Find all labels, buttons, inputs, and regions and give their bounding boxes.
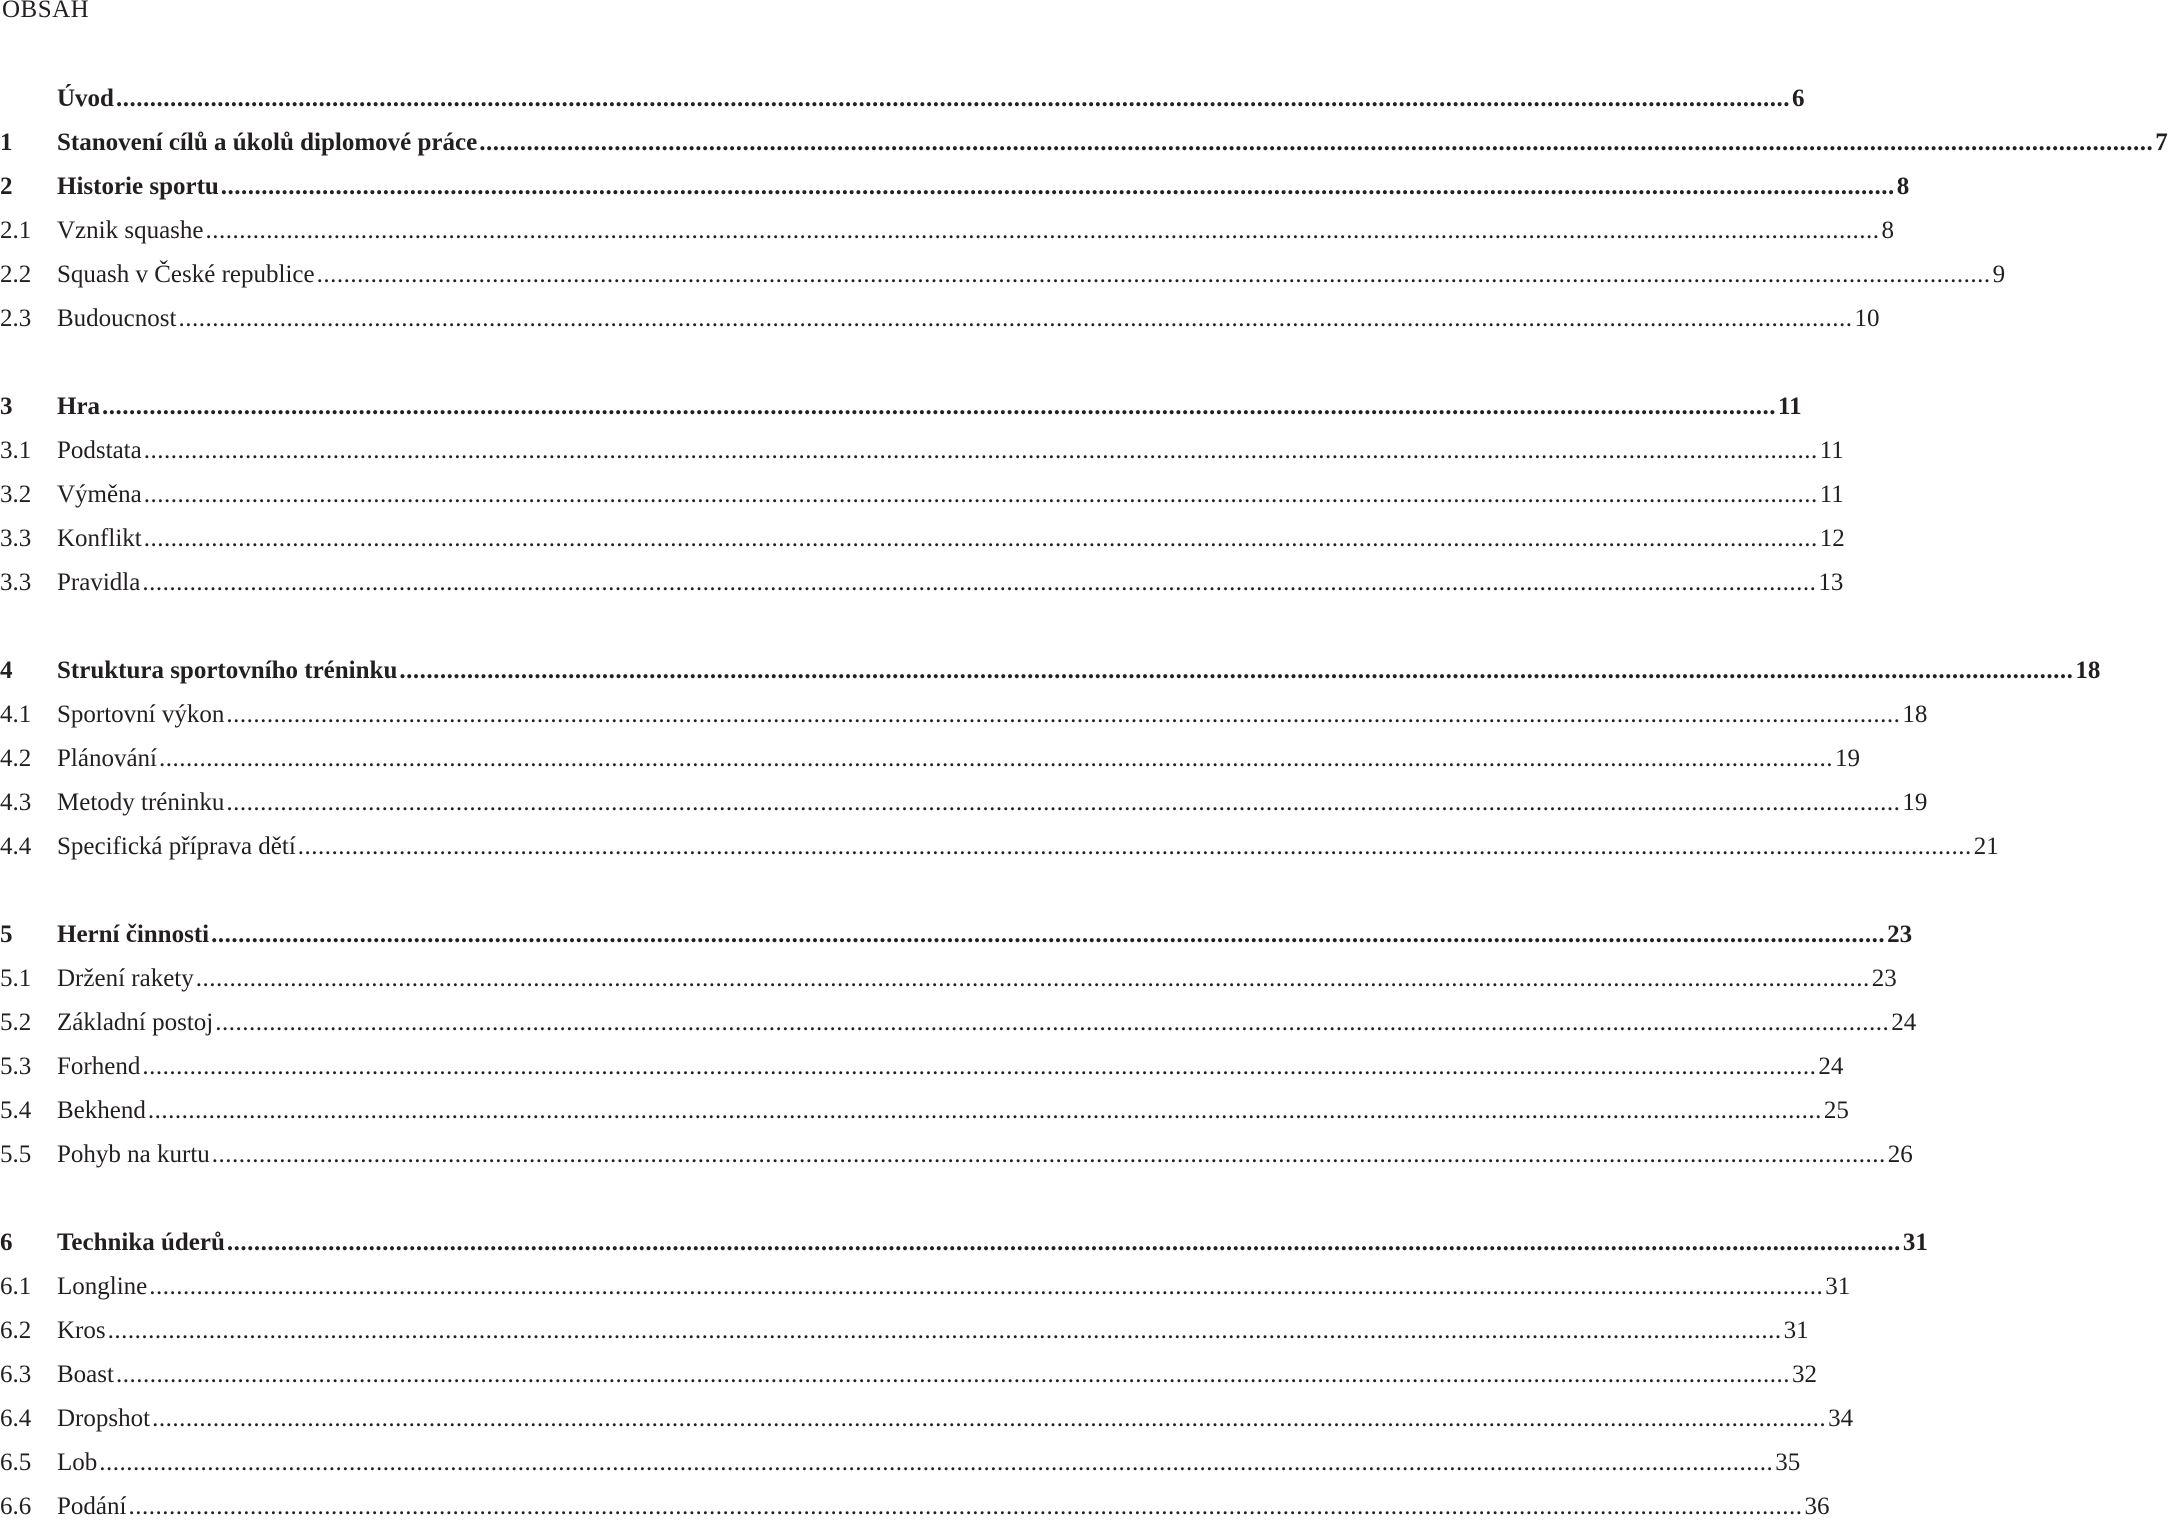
toc-entry[interactable] xyxy=(0,561,1844,605)
toc-entry-number: 1 xyxy=(0,129,13,156)
toc-entry-number: 3.3 xyxy=(0,525,32,552)
toc-entry-number: 5.4 xyxy=(0,1097,32,1124)
toc-dot-leader xyxy=(196,957,1870,1001)
toc-entry-title: Bekhend xyxy=(57,1097,146,1124)
toc-entry-page: 24 xyxy=(1818,1053,1844,1080)
toc-entry[interactable] xyxy=(0,693,1928,737)
toc-entry-title: Kros xyxy=(57,1317,106,1344)
toc-dot-leader xyxy=(226,781,1900,825)
toc-entry-page: 10 xyxy=(1854,305,1880,332)
toc-entry-page: 23 xyxy=(1887,921,1913,948)
toc-entry-number: 3.1 xyxy=(0,437,32,464)
toc-dot-leader xyxy=(144,517,1818,561)
toc-entry-title: Podání xyxy=(57,1493,127,1520)
toc-entry-title: Základní postoj xyxy=(57,1009,214,1036)
toc-entry-title: Konflikt xyxy=(57,525,142,552)
toc-entry[interactable] xyxy=(0,913,1913,957)
toc-entry-page: 25 xyxy=(1823,1097,1849,1124)
toc-entry-number: 5.5 xyxy=(0,1141,32,1168)
toc-entry-title: Metody tréninku xyxy=(57,789,225,816)
toc-dot-leader xyxy=(215,1001,1889,1045)
toc-entry-page: 11 xyxy=(1819,481,1844,508)
toc-entry-title: Squash v České republice xyxy=(57,261,315,288)
toc-entry-title: Specifická příprava dětí xyxy=(57,833,296,860)
toc-entry[interactable] xyxy=(0,1441,1801,1485)
toc-entry-number: 5 xyxy=(0,921,13,948)
toc-entry-number: 6.1 xyxy=(0,1273,32,1300)
toc-entry-title: Historie sportu xyxy=(57,173,219,200)
toc-dot-leader xyxy=(212,1133,1886,1177)
toc-entry[interactable] xyxy=(0,1001,1917,1045)
toc-entry-number: 3 xyxy=(0,393,13,420)
toc-entry-page: 32 xyxy=(1791,1361,1817,1388)
toc-entry-page: 18 xyxy=(1902,701,1928,728)
toc-entry[interactable] xyxy=(0,1221,1928,1265)
page-title: OBSAH xyxy=(2,0,90,23)
toc-entry-number: 4 xyxy=(0,657,13,684)
toc-entry[interactable] xyxy=(0,1265,1851,1309)
toc-entry-title: Pravidla xyxy=(57,569,141,596)
toc-dot-leader xyxy=(317,253,1991,297)
toc-dot-leader xyxy=(142,1045,1816,1089)
toc-entry-page: 31 xyxy=(1902,1229,1928,1256)
toc-entry-page: 11 xyxy=(1778,393,1802,420)
toc-entry-number: 6.4 xyxy=(0,1405,32,1432)
toc-dot-leader xyxy=(479,121,2153,165)
toc-entry-number: 6.6 xyxy=(0,1493,32,1520)
toc-dot-leader xyxy=(227,1221,1901,1265)
toc-entry-page: 6 xyxy=(1791,85,1805,112)
toc-entry-number: 2.2 xyxy=(0,261,32,288)
toc-entry-number: 5.3 xyxy=(0,1053,32,1080)
toc-dot-leader xyxy=(102,385,1776,429)
toc-entry-number: 2 xyxy=(0,173,13,200)
toc-dot-leader xyxy=(128,1485,1802,1529)
toc-entry-title: Struktura sportovního tréninku xyxy=(57,657,398,684)
toc-entry-number: 4.2 xyxy=(0,745,32,772)
toc-entry-number: 3.2 xyxy=(0,481,32,508)
toc-dot-leader xyxy=(148,1089,1822,1133)
toc-entry[interactable] xyxy=(0,1353,1817,1397)
toc-entry[interactable] xyxy=(0,1485,1830,1529)
toc-entry[interactable] xyxy=(0,1309,1809,1353)
toc-entry-page: 13 xyxy=(1818,569,1844,596)
toc-entry-title: Lob xyxy=(57,1449,98,1476)
toc-entry[interactable] xyxy=(0,517,1845,561)
toc-dot-leader xyxy=(159,737,1833,781)
toc-entry-title: Sportovní výkon xyxy=(57,701,225,728)
toc-entry-page: 21 xyxy=(1973,833,1999,860)
toc-entry[interactable] xyxy=(0,1133,1913,1177)
toc-entry-page: 19 xyxy=(1902,789,1928,816)
toc-entry-page: 26 xyxy=(1887,1141,1913,1168)
toc-entry[interactable] xyxy=(0,1045,1844,1089)
toc-entry-title: Forhend xyxy=(57,1053,141,1080)
toc-entry-number: 4.4 xyxy=(0,833,32,860)
toc-entry[interactable] xyxy=(0,1397,1854,1441)
toc-entry-number: 6.2 xyxy=(0,1317,32,1344)
toc-entry-page: 35 xyxy=(1775,1449,1801,1476)
toc-entry[interactable] xyxy=(0,429,1844,473)
toc-dot-leader xyxy=(211,913,1885,957)
toc-entry-page: 24 xyxy=(1891,1009,1917,1036)
toc-entry-title: Pohyb na kurtu xyxy=(57,1141,210,1168)
toc-dot-leader xyxy=(298,825,1972,869)
toc-dot-leader xyxy=(226,693,1900,737)
toc-entry-page: 11 xyxy=(1819,437,1844,464)
toc-entry-number: 5.1 xyxy=(0,965,32,992)
toc-entry-title: Stanovení cílů a úkolů diplomové práce xyxy=(57,129,478,156)
toc-entry-number: 6 xyxy=(0,1229,13,1256)
toc-entry-number: 6.5 xyxy=(0,1449,32,1476)
toc-dot-leader xyxy=(221,165,1895,209)
toc-entry-title: Držení rakety xyxy=(57,965,194,992)
toc-entry[interactable] xyxy=(0,781,1928,825)
toc-entry-number: 3.3 xyxy=(0,569,32,596)
toc-entry-page: 8 xyxy=(1896,173,1910,200)
toc-entry-page: 31 xyxy=(1783,1317,1809,1344)
toc-entry[interactable] xyxy=(0,297,1880,341)
toc-dot-leader xyxy=(178,297,1852,341)
toc-entry[interactable] xyxy=(0,121,2168,165)
toc-entry[interactable] xyxy=(0,77,1805,121)
toc-entry-page: 34 xyxy=(1828,1405,1854,1432)
toc-dot-leader xyxy=(144,473,1818,517)
toc-entry-title: Vznik squashe xyxy=(57,217,204,244)
toc-dot-leader xyxy=(149,1265,1823,1309)
toc-entry-number: 4.3 xyxy=(0,789,32,816)
toc-dot-leader xyxy=(116,1353,1790,1397)
toc-entry-title: Výměna xyxy=(57,481,142,508)
toc-entry-number: 2.1 xyxy=(0,217,32,244)
toc-entry[interactable] xyxy=(0,209,1894,253)
toc-entry-title: Herní činnosti xyxy=(57,921,210,948)
toc-entry[interactable] xyxy=(0,737,1860,781)
toc-entry-page: 8 xyxy=(1881,217,1894,244)
toc-entry-title: Technika úderů xyxy=(57,1229,225,1256)
toc-entry[interactable] xyxy=(0,253,2006,297)
toc-entry-page: 18 xyxy=(2075,657,2101,684)
toc-dot-leader xyxy=(144,429,1818,473)
toc-entry[interactable] xyxy=(0,1089,1849,1133)
toc-entry-title: Boast xyxy=(57,1361,114,1388)
toc-entry-title: Plánování xyxy=(57,745,157,772)
toc-dot-leader xyxy=(152,1397,1826,1441)
toc-dot-leader xyxy=(116,77,1790,121)
toc-dot-leader xyxy=(206,209,1880,253)
toc-entry[interactable] xyxy=(0,825,1999,869)
toc-dot-leader xyxy=(399,649,2073,693)
toc-entry-number: 2.3 xyxy=(0,305,32,332)
toc-entry[interactable] xyxy=(0,649,2101,693)
toc-entry-page: 9 xyxy=(1992,261,2006,288)
toc-dot-leader xyxy=(99,1441,1773,1485)
toc-entry-page: 19 xyxy=(1835,745,1860,772)
toc-entry-title: Podstata xyxy=(57,437,142,464)
toc-entry[interactable] xyxy=(0,957,1897,1001)
toc-entry-page: 7 xyxy=(2155,129,2168,156)
toc-entry-title: Úvod xyxy=(57,85,114,112)
toc-entry-number: 4.1 xyxy=(0,701,32,728)
toc-entry-page: 31 xyxy=(1825,1273,1851,1300)
toc-entry-page: 23 xyxy=(1871,965,1897,992)
toc-entry-title: Dropshot xyxy=(57,1405,151,1432)
toc-dot-leader xyxy=(142,561,1816,605)
toc-entry-page: 36 xyxy=(1804,1493,1830,1520)
toc-entry-number: 5.2 xyxy=(0,1009,32,1036)
toc-dot-leader xyxy=(108,1309,1782,1353)
toc-entry-number: 6.3 xyxy=(0,1361,32,1388)
toc-entry-page: 12 xyxy=(1819,525,1845,552)
table-of-contents xyxy=(0,77,2168,1529)
toc-entry-title: Budoucnost xyxy=(57,305,177,332)
toc-entry[interactable] xyxy=(0,473,1844,517)
toc-entry-title: Longline xyxy=(57,1273,148,1300)
toc-entry-title: Hra xyxy=(57,393,101,420)
toc-entry[interactable] xyxy=(0,165,1910,209)
toc-entry[interactable] xyxy=(0,385,1802,429)
